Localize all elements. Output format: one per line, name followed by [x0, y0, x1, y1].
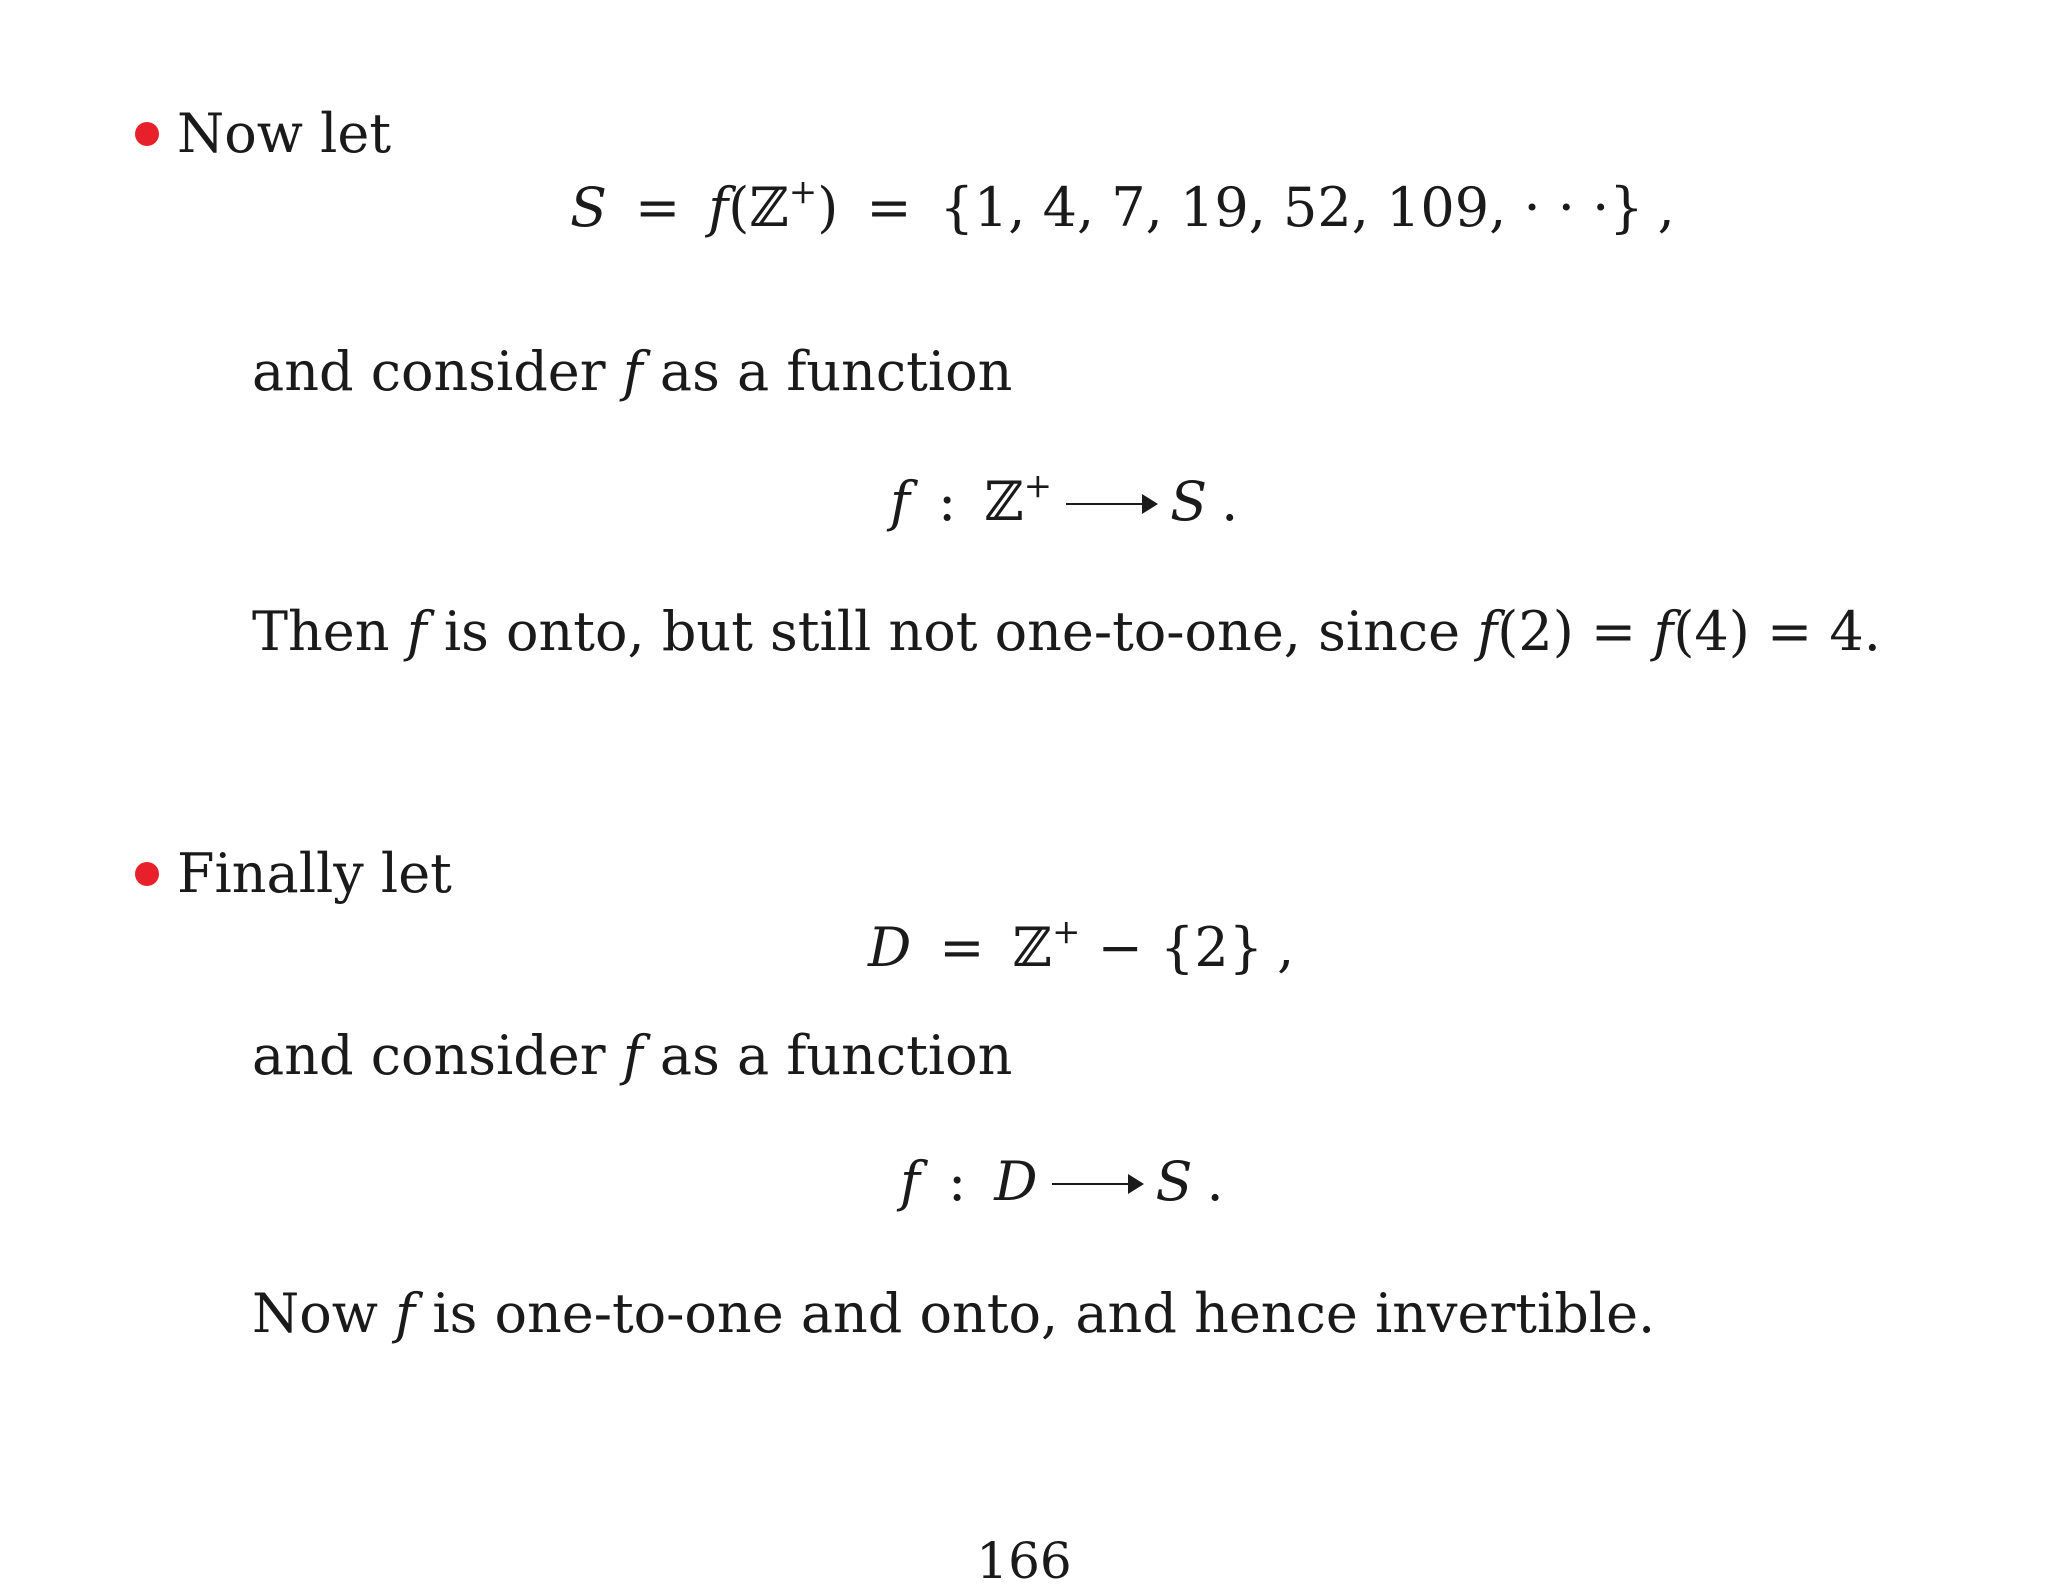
eq-symbol: S [570, 176, 607, 239]
bullet-dot-icon [135, 862, 159, 886]
right-arrow-icon [1066, 503, 1156, 505]
eq-symbol: S [1155, 1150, 1193, 1213]
eq-symbol: , [1657, 176, 1675, 239]
equation-f-z-to-s [890, 466, 1239, 534]
eq-symbol: + [1051, 912, 1081, 952]
text-run: Then [252, 600, 407, 663]
eq-symbol: : [948, 1150, 967, 1213]
text-run: f [1477, 600, 1498, 663]
eq-set: {1, 4, 7, 19, 52, 109, · · ·} [939, 176, 1644, 239]
eq-symbol: f [900, 1150, 920, 1213]
eq-symbol: S [1170, 470, 1208, 533]
text-run: Now [252, 1282, 396, 1345]
bullet-heading: Finally let [177, 842, 452, 905]
text-run: and consider [252, 340, 623, 403]
bullet-item-finally-let [135, 842, 452, 906]
eq-symbol: ( [728, 176, 750, 239]
eq-symbol: ℤ [984, 470, 1024, 533]
equation-s-definition [570, 172, 1675, 240]
equation-f-d-to-s [900, 1150, 1224, 1214]
text-run: as a function [642, 340, 1013, 403]
eq-symbol: ℤ [1012, 916, 1052, 979]
paragraph-consider-2 [252, 1024, 1012, 1088]
eq-symbol: = [866, 176, 912, 239]
page-number: 166 [976, 1532, 1072, 1590]
right-arrow-icon [1052, 1183, 1142, 1185]
text-run: and consider [252, 1024, 623, 1087]
eq-symbol: f [890, 470, 910, 533]
eq-symbol: ) [817, 176, 839, 239]
eq-symbol: . [1206, 1150, 1224, 1213]
text-run: as a function [642, 1024, 1013, 1087]
eq-symbol: − {2} [1080, 916, 1264, 979]
eq-symbol: D [994, 1150, 1038, 1213]
bullet-heading: Now let [177, 102, 392, 165]
eq-symbol: + [788, 172, 818, 212]
bullet-item-now-let [135, 102, 391, 166]
eq-symbol: . [1221, 470, 1239, 533]
text-run: is onto, but still not one-to-one, since [426, 600, 1478, 663]
text-run: (4) = 4. [1673, 600, 1881, 663]
eq-symbol: = [939, 916, 985, 979]
paragraph-then-onto [252, 600, 1881, 664]
text-run: is one-to-one and onto, and hence invertible. [415, 1282, 1656, 1345]
eq-symbol: f [708, 176, 729, 239]
eq-symbol: = [635, 176, 681, 239]
paragraph-now-invertible [252, 1282, 1655, 1346]
eq-symbol: + [1023, 466, 1053, 506]
bullet-dot-icon [135, 122, 159, 146]
text-run: f [406, 600, 427, 663]
text-run: f [622, 340, 643, 403]
equation-d-definition [868, 912, 1295, 980]
eq-symbol: , [1277, 916, 1295, 979]
eq-symbol: D [868, 916, 912, 979]
eq-symbol: ℤ [749, 176, 789, 239]
text-run: f [1653, 600, 1674, 663]
paragraph-consider-1 [252, 340, 1012, 404]
text-run: (2) = [1497, 600, 1654, 663]
text-run: f [622, 1024, 643, 1087]
text-run: f [395, 1282, 416, 1345]
eq-symbol: : [938, 470, 957, 533]
